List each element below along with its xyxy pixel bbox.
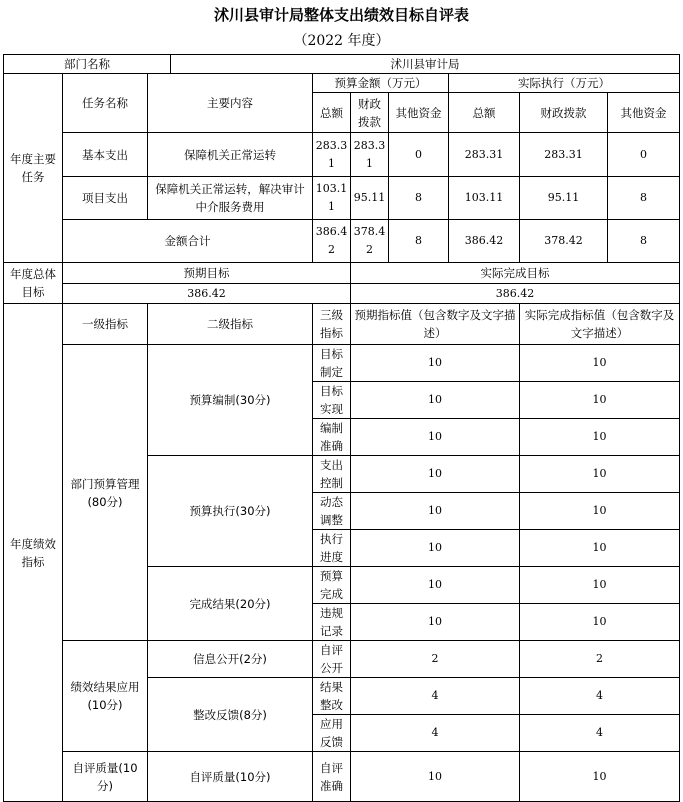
actual-value: 10: [520, 419, 680, 456]
actual-target-header: 实际完成目标: [351, 263, 680, 284]
budget-header: 预算金额（万元）: [313, 74, 449, 93]
actual-total: 283.31: [449, 133, 520, 177]
expected-value: 2: [351, 641, 520, 678]
budget-total: 103.11: [313, 177, 351, 220]
expected-value: 10: [351, 530, 520, 567]
l3-indicator: 执行进度: [313, 530, 351, 567]
sum-label: 金额合计: [63, 220, 313, 263]
perf-section-label: 年度绩效指标: [4, 304, 63, 802]
expected-value: 10: [351, 604, 520, 641]
actual-value: 10: [520, 456, 680, 493]
expected-value: 10: [351, 567, 520, 604]
actual-value: 2: [520, 641, 680, 678]
page-subtitle: （2022 年度）: [293, 33, 390, 49]
l2-indicator: 预算执行(30分): [148, 456, 313, 567]
expected-target-header: 预期目标: [63, 263, 351, 284]
expected-value-header: 预期指标值（包含数字及文字描述）: [351, 304, 520, 345]
sum-budget-total: 386.42: [313, 220, 351, 263]
l3-indicator: 应用反馈: [313, 715, 351, 752]
page-title: 沭川县审计局整体支出绩效目标自评表: [213, 6, 469, 24]
l3-indicator: 自评准确: [313, 752, 351, 802]
l2-indicator: 信息公开(2分): [148, 641, 313, 678]
actual-value: 4: [520, 715, 680, 752]
l1-indicator: 绩效结果应用(10分): [63, 641, 148, 752]
budget-fiscal: 283.31: [351, 133, 389, 177]
actual-value: 4: [520, 678, 680, 715]
l3-indicator: 目标实现: [313, 382, 351, 419]
dept-value: 沭川县审计局: [171, 55, 680, 74]
actual-value: 10: [520, 345, 680, 382]
evaluation-table: [3, 54, 680, 802]
l3-indicator: 违规记录: [313, 604, 351, 641]
budget-fiscal: 95.11: [351, 177, 389, 220]
task-name: 基本支出: [63, 133, 148, 177]
expected-value: 10: [351, 456, 520, 493]
actual-other: 0: [608, 133, 680, 177]
task-name: 项目支出: [63, 177, 148, 220]
actual-total-header: 总额: [449, 93, 520, 133]
l2-indicator: 整改反馈(8分): [148, 678, 313, 752]
sum-actual-other: 8: [608, 220, 680, 263]
expected-value: 4: [351, 715, 520, 752]
actual-fiscal: 283.31: [520, 133, 608, 177]
l3-indicator: 结果整改: [313, 678, 351, 715]
l1-indicator: 部门预算管理(80分): [63, 345, 148, 641]
actual-value: 10: [520, 752, 680, 802]
task-content: 保障机关正常运转，解决审计中介服务费用: [148, 177, 313, 220]
actual-value: 10: [520, 493, 680, 530]
l3-indicator: 自评公开: [313, 641, 351, 678]
actual-other-header: 其他资金: [608, 93, 680, 133]
actual-value-header: 实际完成指标值（包含数字及文字描述）: [520, 304, 680, 345]
l3-indicator: 动态调整: [313, 493, 351, 530]
l2-indicator: 预算编制(30分): [148, 345, 313, 456]
actual-value: 10: [520, 382, 680, 419]
actual-other: 8: [608, 177, 680, 220]
l2-indicator: 完成结果(20分): [148, 567, 313, 641]
budget-total: 283.31: [313, 133, 351, 177]
budget-total-header: 总额: [313, 93, 351, 133]
actual-fiscal-header: 财政拨款: [520, 93, 608, 133]
l3-indicator: 支出控制: [313, 456, 351, 493]
task-name-header: 任务名称: [63, 74, 148, 133]
expected-value: 10: [351, 752, 520, 802]
sum-budget-fiscal: 378.42: [351, 220, 389, 263]
l3-header: 三级指标: [313, 304, 351, 345]
l3-indicator: 目标制定: [313, 345, 351, 382]
budget-other: 0: [389, 133, 449, 177]
budget-fiscal-header: 财政拨款: [351, 93, 389, 133]
overall-target-label: 年度总体目标: [4, 263, 63, 304]
actual-value: 10: [520, 604, 680, 641]
budget-other: 8: [389, 177, 449, 220]
expected-value: 10: [351, 493, 520, 530]
l3-indicator: 编制准确: [313, 419, 351, 456]
expected-value: 10: [351, 382, 520, 419]
l1-header: 一级指标: [63, 304, 148, 345]
expected-value: 10: [351, 345, 520, 382]
content-header: 主要内容: [148, 74, 313, 133]
sum-actual-total: 386.42: [449, 220, 520, 263]
actual-value: 10: [520, 567, 680, 604]
l1-indicator: 自评质量(10分): [63, 752, 148, 802]
actual-total: 103.11: [449, 177, 520, 220]
l3-indicator: 预算完成: [313, 567, 351, 604]
expected-target-value: 386.42: [63, 284, 351, 304]
actual-fiscal: 95.11: [520, 177, 608, 220]
actual-header: 实际执行（万元）: [449, 74, 680, 93]
annual-tasks-label: 年度主要任务: [4, 74, 63, 263]
task-content: 保障机关正常运转: [148, 133, 313, 177]
actual-value: 10: [520, 530, 680, 567]
dept-label: 部门名称: [4, 55, 171, 74]
l2-header: 二级指标: [148, 304, 313, 345]
expected-value: 10: [351, 419, 520, 456]
budget-other-header: 其他资金: [389, 93, 449, 133]
actual-target-value: 386.42: [351, 284, 680, 304]
sum-budget-other: 8: [389, 220, 449, 263]
expected-value: 4: [351, 678, 520, 715]
l2-indicator: 自评质量(10分): [148, 752, 313, 802]
sum-actual-fiscal: 378.42: [520, 220, 608, 263]
